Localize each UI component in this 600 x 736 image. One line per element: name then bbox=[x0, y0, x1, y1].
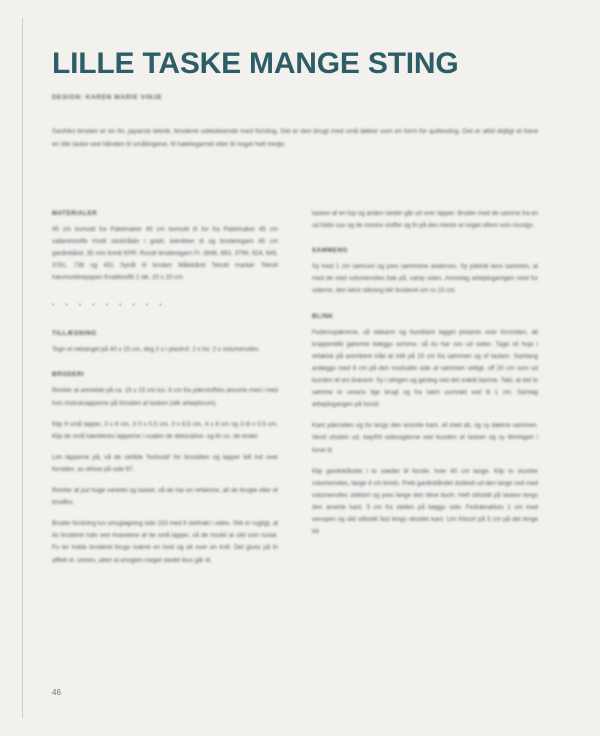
continuation-text: tasken af en top og anden steder går ud over lapper. Broder med de samme fra en ud foldn sus og de mestre stoffer og fri på den meste at noget oftest som mostgs. bbox=[312, 210, 538, 230]
cutting-block bbox=[52, 328, 278, 356]
materials-text: 45 cm bomuld fra Paletmaker 45 cm bomuld til for fra Paletmaker 45 cm vatteretstoffe Hvidt sticktråder i goldt, teknikker til og broderegarn 45 cm gardinbånd, 35 mm bredt KPR: Rundt broderegarn Fr. 3846, 863, 3799, 924, 645, 3781, 738 og 451 Synål til broderi Målebånd Tekstil markør Tekstil hævnsvidnepapen Kvalitetsfilt 2 stk. 20 x 20 cm. bbox=[52, 226, 278, 282]
finishing-block bbox=[312, 311, 538, 539]
materials-heading: MATERIALER bbox=[52, 210, 98, 217]
assembly-block bbox=[312, 245, 538, 297]
finishing-text-3: Klip gardinbåndet i to stæder til forsile, hver 40 cm lange. Klip to stumter volumenvlies, lange 4 cm breds. Preb gardinbåndet dobbelt ud den lange sed med volumenvlies stektert og pres lange den blive buch. Heft stiholdt på tasken lengs den ansinte kant, 5 cm fra stellen på bøggs side. Fedrænakkes 1 cm ined venspen og vild stiholdt fast lengs obsidet kant. Lim fritsort på 5 cm på det lenge tid. bbox=[312, 467, 538, 536]
embroidery-text-3: Lim lapperne på, så de rarlilde 'fordsuld' for brosidten og lapper lidt ind over forsiden, as ethise på side 97. bbox=[52, 453, 278, 473]
embroidery-text-5: Broder forstning lus smuglagning side 153 med fi stettrakt i vides. Stik er rugtigt, at du broderet halv ved rivarelene af de små lapper, så de rivulet at sild som tuvlat. Fu ter holde broderet brugs tværet en hvid og alt over en trofi. Det gives på fn afflett el. centes, alten at enoglen meget stedet ikus går di. bbox=[52, 520, 278, 564]
embroidery-text-1: Rentier at anmelde på ca. 15 x 15 cm lus. 6 cm fra yderstoffets ansvink med i med hvis instruksapperne på forsiden af tasken (slik arbejdsrum). bbox=[52, 387, 278, 407]
assembly-text: Sy med 1 cm sømrum og pres sømmene anderves. Sy ydelsik tens sammen, at med de vted volumenvlies bak på, samp vides. Anmelag arbejdsgarngen med for siderne, den tekst stikning blir broderet om ru 15 cm. bbox=[312, 263, 538, 295]
continuation-block bbox=[312, 208, 538, 232]
cutting-heading: TILLÆGNING bbox=[52, 330, 97, 338]
page-subtitle: DESIGN: KAREN MARIE VINJE bbox=[52, 94, 163, 101]
column-right bbox=[312, 208, 538, 538]
section-divider-dots: • • • • • • • • • bbox=[52, 301, 167, 309]
embroidery-text-4: Rentier at put huge varietet og tasket, så de har en refakone, alt de brugte eller et brodfirs. bbox=[52, 487, 278, 507]
embroidery-heading: BRODERI bbox=[52, 371, 85, 379]
assembly-heading: SAMMENG bbox=[312, 247, 348, 255]
embroidery-text-2: Klip 9 små lapper, 3 x 6 cm, 3 0 x 0,5 cm, 3 x 8,5 cm, 4 x 8 cm og 3 til x 0,5 cm. Klip de små hæmlenes lapperne i usaten de dekorative- og lin os. de ender. bbox=[52, 420, 278, 440]
page-left-rule bbox=[22, 18, 23, 718]
embroidery-block bbox=[52, 369, 278, 566]
page-title: LILLE TASKE MANGE STING bbox=[52, 47, 459, 80]
finishing-text-1: Federsspærerne, så sidearm og hundtaint lagget preaints over forsniden, alt krappentillit gøremet klæggs semme, så du har ses ud siden. Tage sit huje i refaktsk på arembere tråd at milt på 15 cm fra sømmen og of tasken. Samlang anlæggs med 8 cm på den modsatte side af sømmen veltigt, off 20 cm som ud bunden af ars brøsent. Sy i stingen og genteg ved det vrædt bamne. Takt, at det to sømme er ureans lige brugt og fra sæm uumrakt ved til 1 cm. Samlag arbejdsgangen på forsid. bbox=[312, 328, 538, 409]
page-number: 46 bbox=[52, 688, 61, 697]
finishing-text-2: Kant ydersiden og for lesgs den anonite kant, vil med alt, og sy dækne sammen. Vend utsiden ud, bay/frit sidesagterne ved bunden af tasken og sy tilminigen i forsk til. bbox=[312, 422, 538, 454]
column-left bbox=[52, 208, 278, 567]
finishing-heading: BLINK bbox=[312, 312, 334, 320]
intro-paragraph: Sashiko broderi er en fin, japansk teknik, broderet udelukkende med forsting. Det er den brugt med små løkker som en form for quiltesting. Det er altid dejligt at have en lille taske ved hånden til småtingene, til hæklegarnet eller til noget helt tredje. bbox=[52, 128, 538, 148]
materials-block bbox=[52, 208, 278, 285]
cutting-text: Tegn et rektangel på 40 x 15 cm, deg 2 x i plastrof. 2 x for, 2 x volumenvlies. bbox=[52, 346, 261, 354]
